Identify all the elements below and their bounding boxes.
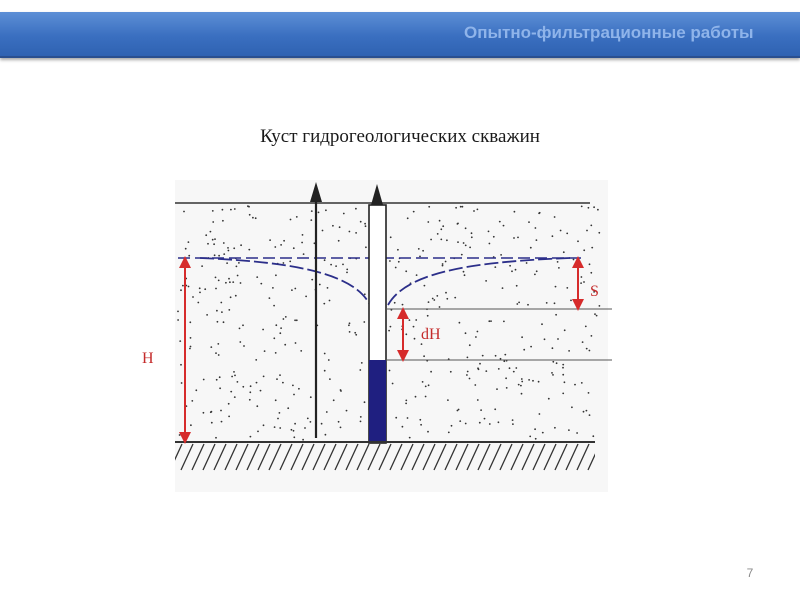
head-difference-label: dH (421, 326, 441, 343)
diagram-caption: Куст гидрогеологических скважин (260, 126, 540, 147)
thickness-label: H (142, 350, 154, 367)
aquifer-layer (175, 180, 608, 492)
slide-title: Опытно-фильтрационные работы (464, 23, 754, 42)
drawdown-label: S (590, 283, 599, 300)
page-number: 7 (746, 566, 754, 580)
water-column-in-well (369, 360, 386, 443)
